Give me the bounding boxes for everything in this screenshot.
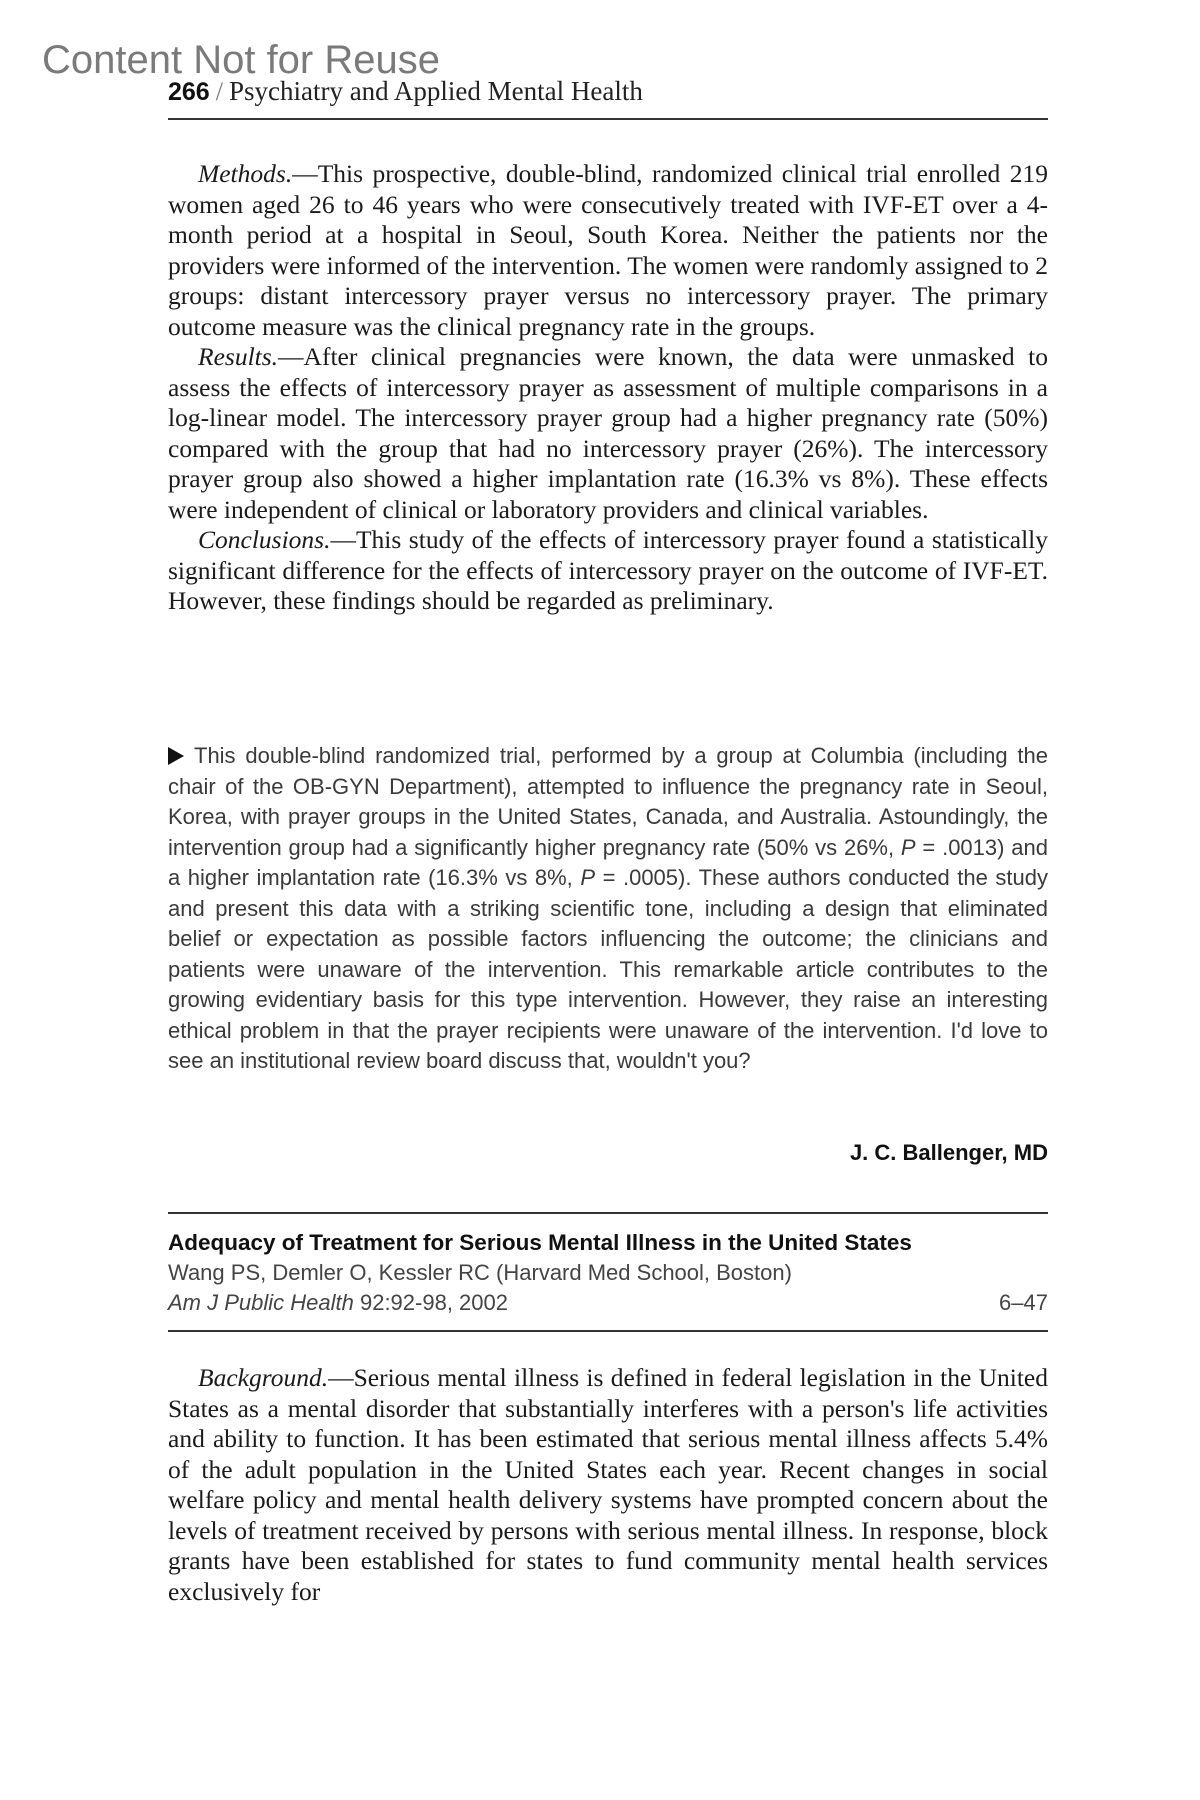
conclusions-label: Conclusions.: [198, 525, 331, 554]
editor-commentary: [168, 741, 1048, 1077]
p-value-label: P: [580, 865, 596, 890]
results-label: Results.: [198, 342, 279, 371]
journal-title: Psychiatry and Applied Mental Health: [228, 76, 643, 106]
background-paragraph: [168, 1363, 1048, 1607]
running-header: [168, 78, 1048, 105]
commentary-signature: J. C. Ballenger, MD: [849, 1140, 1048, 1165]
p-value-label: P: [900, 834, 916, 860]
background-label: Background.: [198, 1363, 329, 1392]
article-title: Adequacy of Treatment for Serious Mental Illness in the United States: [168, 1230, 912, 1255]
abstract-article-1: [168, 159, 1048, 617]
header-rule: [168, 118, 1048, 120]
watermark: Content Not for Reuse: [42, 38, 440, 82]
background-text: —Serious mental illness is defined in federal legislation in the United States as a mental disorder that substantially interferes with a person's life activities and ability to function. It has been estimated that serious mental illness affects 5.4% of the adult population in the United States each year. Recent changes in social welfare policy and mental health delivery systems have prompted concern about the levels of treatment received by persons with serious mental illness. In response, block grants have been established for states to fund community mental health services exclusively for: [168, 1363, 1048, 1606]
abstract-article-2: [168, 1363, 1048, 1607]
source-volume: 92:92-98, 2002: [353, 1290, 508, 1315]
commentary-text-2: = .0013) and a higher implantation rate (16.3% vs 8%,: [168, 834, 1048, 890]
conclusions-text: —This study of the effects of intercessory prayer found a statistically significant difference for the effects of intercessory prayer on the outcome of IVF-ET. However, these findings should be regarded as preliminary.: [168, 525, 1048, 615]
page-number: 266: [168, 78, 210, 106]
section-rule: [168, 1212, 1048, 1214]
arrow-bullet-icon: [168, 747, 184, 765]
source-journal: Am J Public Health: [168, 1290, 354, 1315]
article-2-citation: [168, 1227, 1048, 1318]
article-source: [168, 1288, 1048, 1318]
methods-paragraph: [168, 159, 1048, 342]
article-code: 6–47: [999, 1290, 1048, 1315]
article-authors: Wang PS, Demler O, Kessler RC (Harvard Med School, Boston): [168, 1260, 792, 1285]
results-text: —After clinical pregnancies were known, the data were unmasked to assess the effects of intercessory prayer as assessment of multiple comparisons in a log-linear model. The intercessory prayer group had a higher pregnancy rate (50%) compared with the group that had no intercessory prayer (26%). The intercessory prayer group also showed a higher implantation rate (16.3% vs 8%). These effects were independent of clinical or laboratory providers and clinical variables.: [168, 342, 1048, 524]
commentary-text-3: = .0005). These authors conducted the study and present this data with a striking scientific tone, including a design that eliminated belief or expectation as possible factors influencing the outcome; the clinicians and patients were unaware of the intervention. This remarkable article contributes to the growing evidentiary basis for this type intervention. However, they raise an interesting ethical problem in that the prayer recipients were unaware of the intervention. I'd love to see an institutional review board discuss that, wouldn't you?: [168, 865, 1048, 1073]
header-separator: /: [215, 77, 223, 106]
methods-text: —This prospective, double-blind, randomized clinical trial enrolled 219 women aged 26 to 46 years who were consecutively treated with IVF-ET over a 4-month period at a hospital in Seoul, South Korea. Neither the patients nor the providers were informed of the intervention. The women were randomly assigned to 2 groups: distant intercessory prayer versus no intercessory prayer. The primary outcome measure was the clinical pregnancy rate in the groups.: [168, 159, 1048, 341]
methods-label: Methods.: [198, 159, 293, 188]
commentary-text-1: This double-blind randomized trial, performed by a group at Columbia (including the chair of the OB-GYN Department), attempted to influence the pregnancy rate in Seoul, Korea, with prayer groups in the United States, Canada, and Australia. Astoundingly, the intervention group had a significantly higher pregnancy rate (50% vs 26%,: [168, 743, 1048, 860]
section-rule: [168, 1330, 1048, 1332]
conclusions-paragraph: [168, 525, 1048, 617]
results-paragraph: [168, 342, 1048, 525]
